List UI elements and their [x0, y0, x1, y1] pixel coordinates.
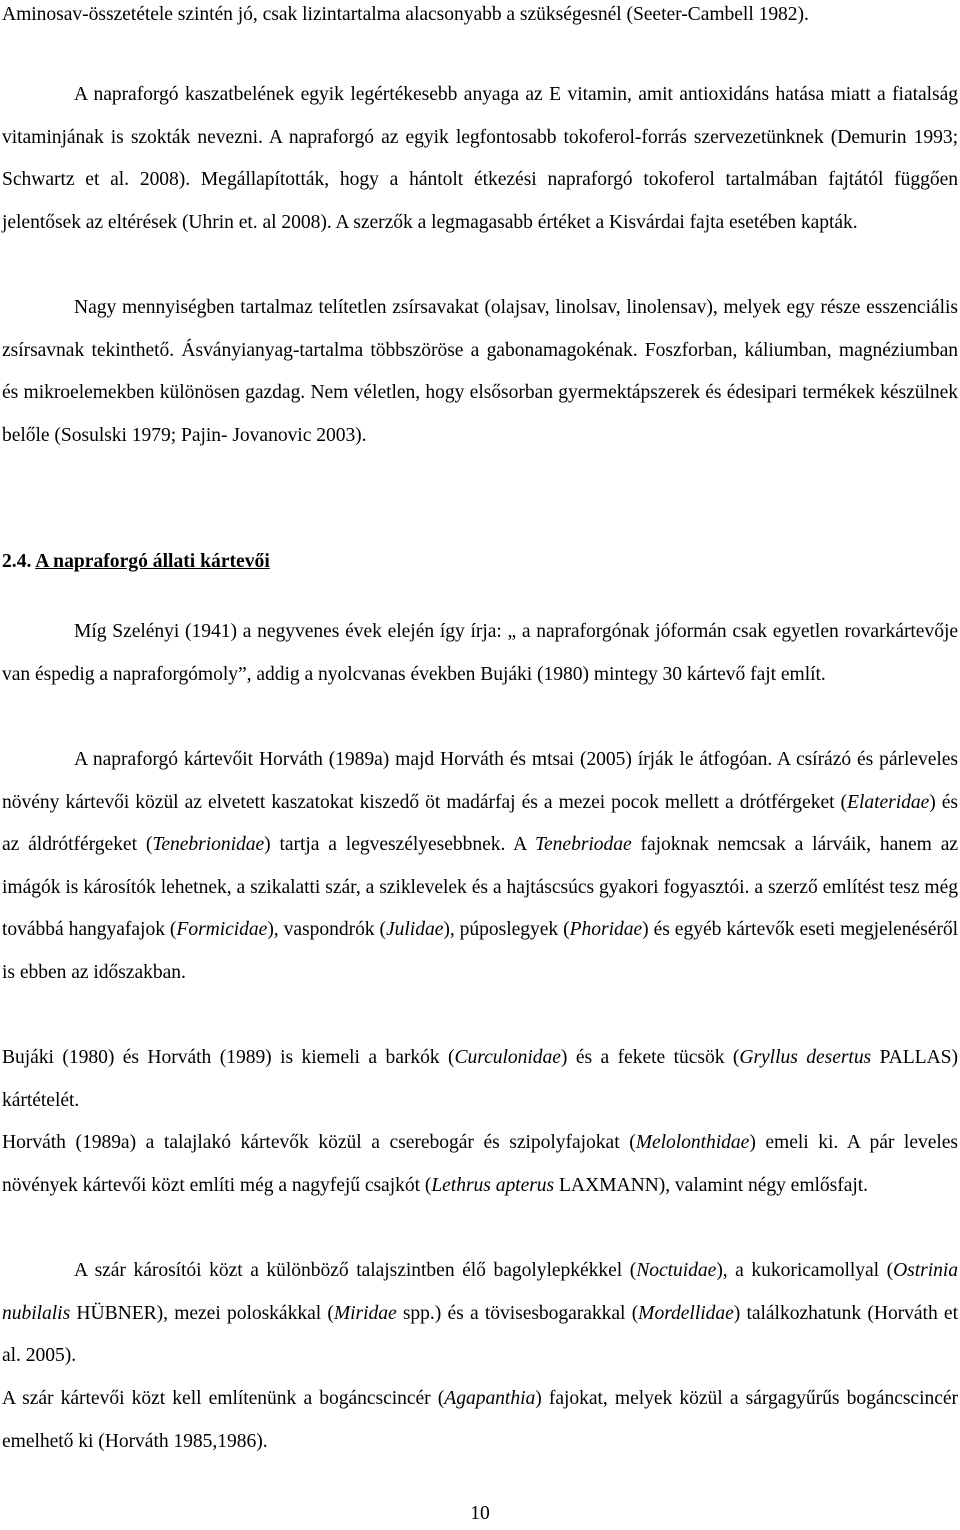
- section-title: A napraforgó állati kártevői: [35, 551, 270, 572]
- paragraph-horvath-pests: A napraforgó kártevőit Horváth (1989a) majd Horváth és mtsai (2005) írják le átfogóan. A csírázó és párleveles növény kártevői közül az elvetett kaszatokat kiszedő öt madárfaj és a mezei pocok mellett a drótférgeket (Elateridae) és az áldrótférgeket (Tenebrionidae) tartja a legveszélyesebbnek. A Tenebriodae fajoknak nemcsak a lárváik, hanem az imágók is károsítók lehetnek, a szikalatti szár, a sziklevelek és a hajtáscsúcs gyakori fogyasztói. a szerző említést tesz még továbbá hangyafajok (Formicidae), vaspondrók (Julidae), púposlegyek (Phoridae) és egyéb kártevők eseti megjelenéséről is ebben az időszakban.: [2, 749, 959, 983]
- section-heading: [2, 541, 270, 584]
- paragraph-soil-pests: Horváth (1989a) a talajlakó kártevők közül a cserebogár és szipolyfajokat (Melolonthidae) emeli ki. A pár leveles növények kártevői közt említi még a nagyfejű csajkót (Lethrus apterus LAXMANN), valamint négy emlősfajt.: [2, 1132, 958, 1196]
- paragraph-bujaki: Bujáki (1980) és Horváth (1989) is kiemeli a barkók (Curculonidae) és a fekete tücsök (Gryllus desertus PALLAS) kártételét.: [2, 1047, 958, 1111]
- paragraph-vitamin-e: A napraforgó kaszatbelének egyik legértékesebb anyaga az E vitamin, amit antioxidáns hatása miatt a fiatalság vitaminjának is szokták nevezni. A napraforgó az egyik legfontosabb tokoferol-forrás szervezetünknek (Demurin 1993; Schwartz et al. 2008). Megállapították, hogy a hántolt étkezési napraforgó tokoferol tartalmában fajtától függően jelentősek az eltérések (Uhrin et. al 2008). A szerzők a legmagasabb értéket a Kisvárdai fajta esetében kapták.: [2, 84, 958, 233]
- section-number: 2.4.: [2, 551, 32, 572]
- page-number: 10: [470, 1503, 490, 1524]
- paragraph-fatty-acids: Nagy mennyiségben tartalmaz telítetlen zsírsavakat (olajsav, linolsav, linolensav), melyek egy része esszenciális zsírsavnak tekinthető. Ásványianyag-tartalma többszöröse a gabonamagokénak. Foszforban, káliumban, magnéziumban és mikroelemekben különösen gazdag. Nem véletlen, hogy elsősorban gyermektápszerek és édesipari termékek készülnek belőle (Sosulski 1979; Pajin- Jovanovic 2003).: [2, 297, 958, 446]
- paragraph-aminoacid: Aminosav-összetétele szintén jó, csak lizintartalma alacsonyabb a szükségesnél (Seeter-Cambell 1982).: [2, 4, 809, 25]
- paragraph-stem-pests: A szár károsítói közt a különböző talajszintben élő bagolylepkékkel (Noctuidae), a kukoricamollyal (Ostrinia nubilalis HÜBNER), mezei poloskákkal (Miridae spp.) és a tövisesbogarakkal (Mordellidae) találkozhatunk (Horváth et al. 2005).: [2, 1260, 958, 1366]
- paragraph-szelenyi: Míg Szelényi (1941) a negyvenes évek elején így írja: „ a napraforgónak jóformán csak egyetlen rovarkártevője van éspedig a napraforgómoly”, addig a nyolcvanas években Bujáki (1980) mintegy 30 kártevő fajt említ.: [2, 621, 958, 685]
- paragraph-agapanthia: A szár kártevői közt kell említenünk a bogáncscincér (Agapanthia) fajokat, melyek közül a sárgagyűrűs bogáncscincér emelhető ki (Horváth 1985,1986).: [2, 1388, 958, 1452]
